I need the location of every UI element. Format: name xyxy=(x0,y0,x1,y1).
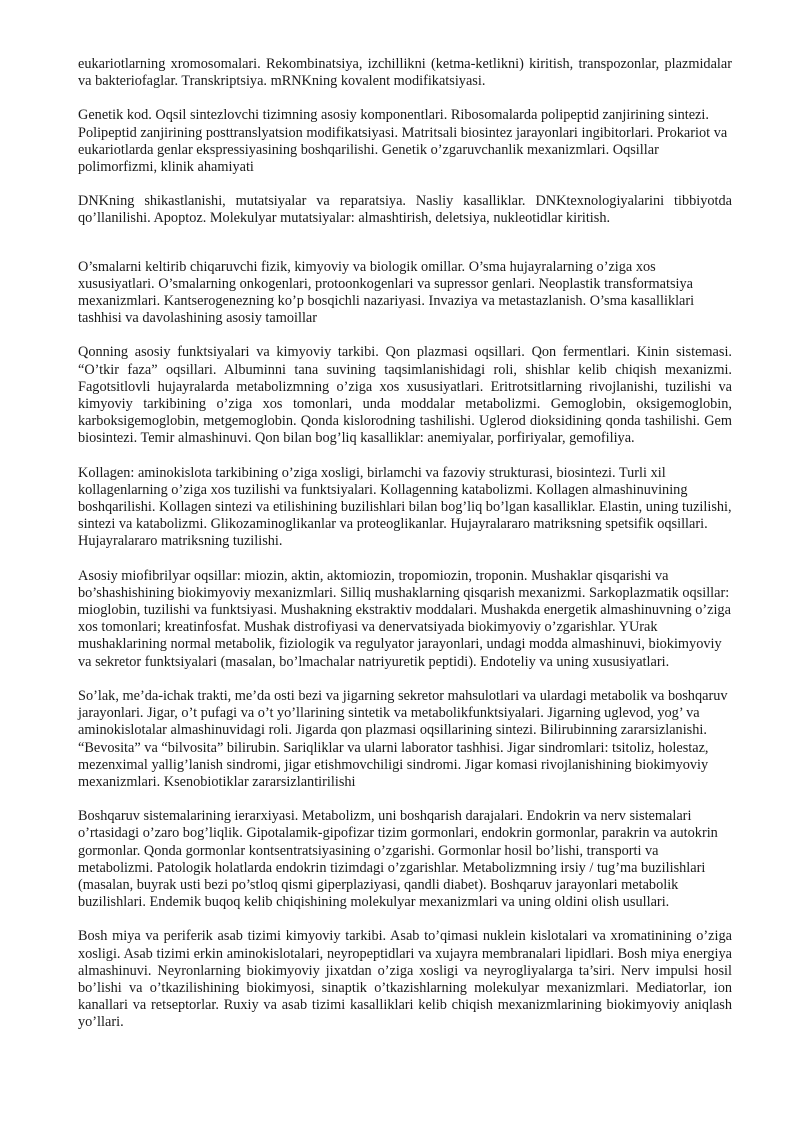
paragraph-digestion-liver: So’lak, me’da-ichak trakti, me’da osti bezi va jigarning sekretor mahsulotlari va ulardagi metabolik va boshqaruv jarayonlari. Jigar, o’t pufagi va o’t yo’llarining sintetik va metabolikfunktsiyalari. Jigarning uglevod, yog’ va aminokislotalar almashinuvidagi roli. Jigarda qon plazmasi oqsillarining sintezi. Bilirubinning zararsizlanishi. “Bevosita” va “bilvosita” bilirubin. Sariqliklar va ularni laborator tashhisi. Jigar sindromlari: tsitoliz, holestaz, mezenximal yallig’lanish sindromi, jigar etishmovchiligi sindromi. Jigar komasi rivojlanishining biokimyoviy mexanizmlari. Ksenobiotiklar zararsizlantirilishi xyxy=(78,687,728,790)
paragraph-collagen: Kollagen: aminokislota tarkibining o’ziga xosligi, birlamchi va fazoviy strukturasi, biosintezi. Turli xil kollagenlarning o’ziga xos tuzilishi va funktsiyalari. Kollagenning katabolizmi. Kollagen almashinuvining boshqarilishi. Kollagen sintezi va etilishining buzilishlari bilan bog’liq bo’lgan kasalliklar. Elastin, uning tuzilishi, sintezi va katabolizmi. Glikozaminoglikanlar va proteoglikanlar. Hujayralararo matriksning spetsifik oqsillari. Hujayralararo matriksning tuzilishi. xyxy=(78,464,732,550)
paragraph-regulation-hormones: Boshqaruv sistemalarining ierarxiyasi. Metabolizm, uni boshqarish darajalari. Endokrin va nerv sistemalari o’rtasidagi o’zaro bog’liqlik. Gipotalamik-gipofizar tizim gormonlari, endokrin gormonlar, parakrin va autokrin gormonlar. Qonda gormonlar kontsentratsiyasining o’zgarishi. Gormonlar hosil bo’lishi, transporti va metabolizmi. Patologik holatlarda endokrin tizimdagi o’zgarishlar. Metabolizmning irsiy / tug’ma buzilishlari (masalan, buyrak usti bezi po’stloq qismi giperplaziyasi, qandli diabet). Boshqaruv jarayonlari metabolik buzilishlari. Endemik buqoq kelib chiqishining molekulyar mexanizmlari va uning oldini olish usullari. xyxy=(78,808,718,911)
paragraph-muscle: Asosiy miofibrilyar oqsillar: miozin, aktin, aktomiozin, tropomiozin, troponin. Mushaklar qisqarishi va bo’shashishining biokimyoviy mexanizmlari. Silliq mushaklarning qisqarish mexanizmi. Sarkoplazmatik oqsillar: mioglobin, tuzilishi va funktsiyasi. Mushakning ekstraktiv moddalari. Mushakda energetik almashinuvning o’ziga xos tomonlari; kreatinfosfat. Mushak distrofiyasi va denervatsiyada biokimyoviy o’zgarishlar. YUrak mushaklarining normal metabolik, fiziologik va regulyator jarayonlari, undagi modda almashinuvi, biokimyoviy va sekretor funktsiyalari (masalan, bo’lmachalar natriyuretik peptidi). Endoteliy va uning xususiyatlari. xyxy=(78,567,731,670)
document-page xyxy=(78,56,732,1049)
paragraph-chromosomes-transcription: eukariotlarning xromosomalari. Rekombinatsiya, izchillikni (ketma-ketlikni) kiritish, transpozonlar, plazmidalar va bakteriofaglar. Transkriptsiya. mRNKning kovalent modifikatsiyasi. xyxy=(78,56,732,90)
paragraph-blood: Qonning asosiy funktsiyalari va kimyoviy tarkibi. Qon plazmasi oqsillari. Qon fermentlari. Kinin sistemasi. “O’tkir faza” oqsillari. Albuminni tana suvining taqsimlanishidagi roli, shishlar kelib chiqish mexanizmi. Fagotsitlovli hujayralarda metabolizmning o’ziga xos xususiyatlari. Eritrotsitlarning rivojlanishi, tuzilishi va kimyoviy tarkibining o’ziga xos tomonlari, unda moddalar metabolizmi. Gemoglobin, oksigemoglobin, karboksigemoglobin, metgemoglobin. Qonda kislorodning tashilishi. Uglerod dioksidining qonda tashilishi. Gem biosintezi. Temir almashinuvi. Qon bilan bog’liq kasalliklar: anemiyalar, porfiriyalar, gemofiliya. xyxy=(78,344,732,447)
paragraph-genetic-code: Genetik kod. Oqsil sintezlovchi tizimning asosiy komponentlari. Ribosomalarda polipeptid zanjirining sintezi. Polipeptid zanjirining posttranslyatsion modifikatsiyasi. Matritsali biosintez jarayonlari ingibitorlari. Prokariot va eukariotlarda genlar ekspressiyasining boshqarilishi. Genetik o’zgaruvchanlik mexanizmlari. Oqsillar polimorfizmi, klinik ahamiyati xyxy=(78,107,728,176)
paragraph-nervous-system: Bosh miya va periferik asab tizimi kimyoviy tarkibi. Asab to’qimasi nuklein kislotalari va xromatinining o’ziga xosligi. Asab tizimi erkin aminokislotalari, neyropeptidlari va xujayra membranalari lipidlari. Bosh miya energiya almashinuvi. Neyronlarning biokimyoviy jixatdan o’ziga xosligi va neyrogliyalarga ta’siri. Nerv impulsi hosil bo’lishi va o’tkazilishining biokimyosi, sinaptik o’tkazishlarning molekulyar mexanizmlari. Mediatorlar, ion kanallari va retseptorlar. Ruxiy va asab tizimi kasalliklari kelib chiqish mexanizmlarining biokimyoviy aniqlash yo’llari. xyxy=(78,928,732,1031)
paragraph-dna-damage: DNKning shikastlanishi, mutatsiyalar va reparatsiya. Nasliy kasalliklar. DNKtexnologiyalarini tibbiyotda qo’llanilishi. Apoptoz. Molekulyar mutatsiyalar: almashtirish, deletsiya, nukleotidlar kiritish. xyxy=(78,193,732,227)
paragraph-tumors: O’smalarni keltirib chiqaruvchi fizik, kimyoviy va biologik omillar. O’sma hujayralarning o’ziga xos xususiyatlari. O’smalarning onkogenlari, protoonkogenlari va supressor genlari. Neoplastik transformatsiya mexanizmlari. Kantserogenezning ko’p bosqichli nazariyasi. Invaziya va metastazlanish. O’sma kasalliklari tashhisi va davolashining asosiy tamoillar xyxy=(78,258,695,327)
